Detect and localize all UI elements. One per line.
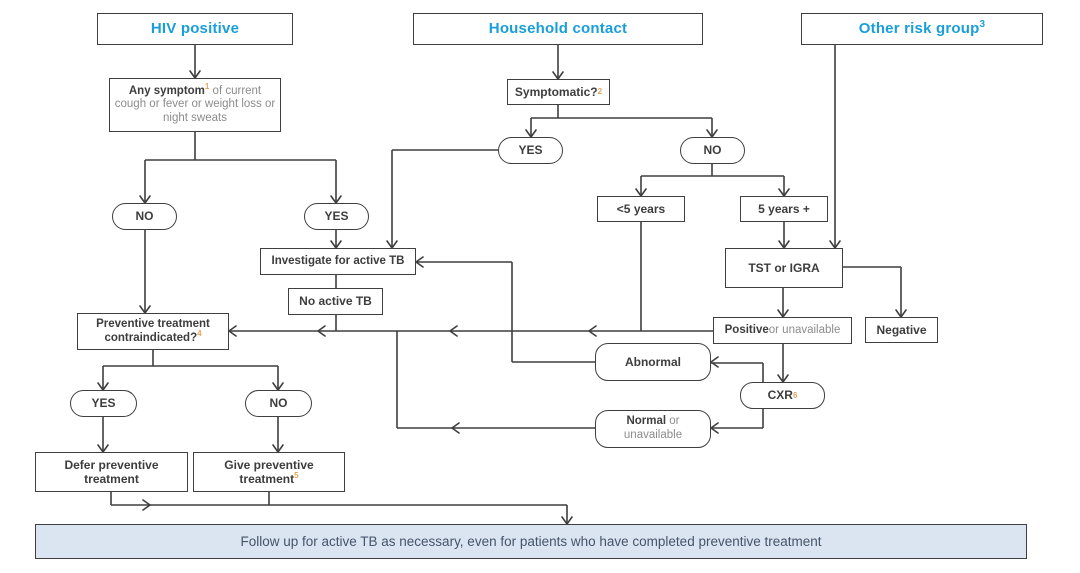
node-no-symptomatic: NO xyxy=(680,137,745,164)
node-no-active-tb: No active TB xyxy=(288,288,383,315)
node-cxr: CXR 6 xyxy=(740,382,825,409)
footnote-marker-5: 5 xyxy=(294,471,299,480)
node-symptomatic: Symptomatic? 2 xyxy=(507,79,610,105)
header-other-risk-group-label: Other risk group$^3$ xyxy=(858,19,986,38)
node-normal-cxr: Normal or unavailable xyxy=(595,410,711,448)
header-household-contact xyxy=(413,13,703,45)
node-negative: Negative xyxy=(865,317,938,343)
node-no-contraindicated: NO xyxy=(245,390,312,417)
header-household-contact-label: Household contact xyxy=(488,20,628,38)
header-hiv-positive xyxy=(97,13,293,45)
follow-up-banner: Follow up for active TB as necessary, even for patients who have completed preventive treatment xyxy=(35,524,1027,559)
node-no-symptom: NO xyxy=(112,203,177,230)
footnote-marker-4: 4 xyxy=(197,328,202,338)
node-yes-symptomatic: YES xyxy=(498,137,563,164)
node-under-5-years: <5 years xyxy=(597,196,685,222)
node-positive-or-unavailable: Positive or unavailable xyxy=(713,317,852,344)
node-5-years-plus: 5 years + xyxy=(740,196,828,222)
header-hiv-positive-label: HIV positive xyxy=(150,20,240,38)
node-yes-symptom: YES xyxy=(304,203,369,230)
footnote-marker-1: 1 xyxy=(204,81,210,91)
node-yes-contraindicated: YES xyxy=(70,390,137,417)
footnote-marker-3: 3 xyxy=(979,19,986,31)
node-tst-or-igra: TST or IGRA xyxy=(725,248,843,288)
node-any-symptom-bold: Any symptom xyxy=(128,84,205,97)
node-preventive-treatment-contraindicated: Preventive treatment contraindicated?$^4$ xyxy=(77,313,229,350)
node-defer-preventive-treatment: Defer preventive treatment xyxy=(35,452,188,492)
node-abnormal-cxr: Abnormal xyxy=(595,343,711,381)
header-other-risk-group xyxy=(801,13,1043,45)
node-any-symptom xyxy=(109,78,281,132)
node-any-symptom-rest: of current cough or fever or weight loss or night sweats xyxy=(114,84,276,124)
node-investigate-active-tb: Investigate for active TB xyxy=(260,248,416,275)
node-give-preventive-treatment: Give preventive treatment$^5$ xyxy=(193,452,345,492)
